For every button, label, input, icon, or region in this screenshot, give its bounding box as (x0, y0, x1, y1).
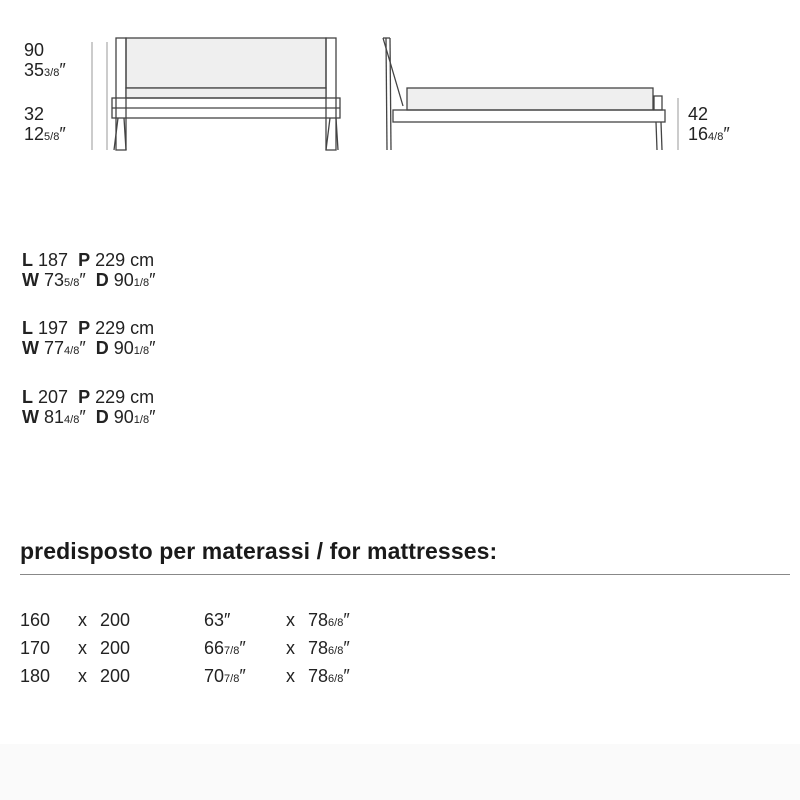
mattress-row-2: 170 x 200 667/8″ x 786/8″ (20, 638, 350, 658)
size-variant-1 (22, 250, 155, 293)
front-view (92, 38, 340, 150)
size-imperial: W 814/8″ D 901/8″ (22, 407, 156, 427)
size-imperial: W 735/8″ D 901/8″ (22, 270, 156, 290)
section-divider (20, 574, 790, 575)
footer-band (0, 744, 800, 800)
height-seat-inch: 125/8″ (24, 124, 66, 144)
size-imperial: W 774/8″ D 901/8″ (22, 338, 156, 358)
size-metric: L 207 P 229 cm (22, 387, 155, 407)
side-view (383, 38, 678, 150)
height-seat-cm: 32 (24, 104, 45, 124)
mattress-row-1: 160 x 200 63″ x 786/8″ (20, 610, 350, 630)
bed-technical-drawing (0, 0, 800, 200)
height-seat-label (24, 104, 66, 147)
height-total-label (24, 40, 66, 83)
mattress-row-3: 180 x 200 707/8″ x 786/8″ (20, 666, 350, 686)
size-metric: L 187 P 229 cm (22, 250, 155, 270)
height-foot-inch: 164/8″ (688, 124, 730, 144)
mattress-section-title: predisposto per materassi / for mattresses: (20, 538, 498, 564)
height-total-cm: 90 (24, 40, 45, 60)
height-foot-cm: 42 (688, 104, 709, 124)
size-variant-3 (22, 387, 155, 430)
size-variant-2 (22, 318, 155, 361)
height-foot-label (688, 104, 730, 147)
size-metric: L 197 P 229 cm (22, 318, 155, 338)
height-total-inch: 353/8″ (24, 60, 66, 80)
